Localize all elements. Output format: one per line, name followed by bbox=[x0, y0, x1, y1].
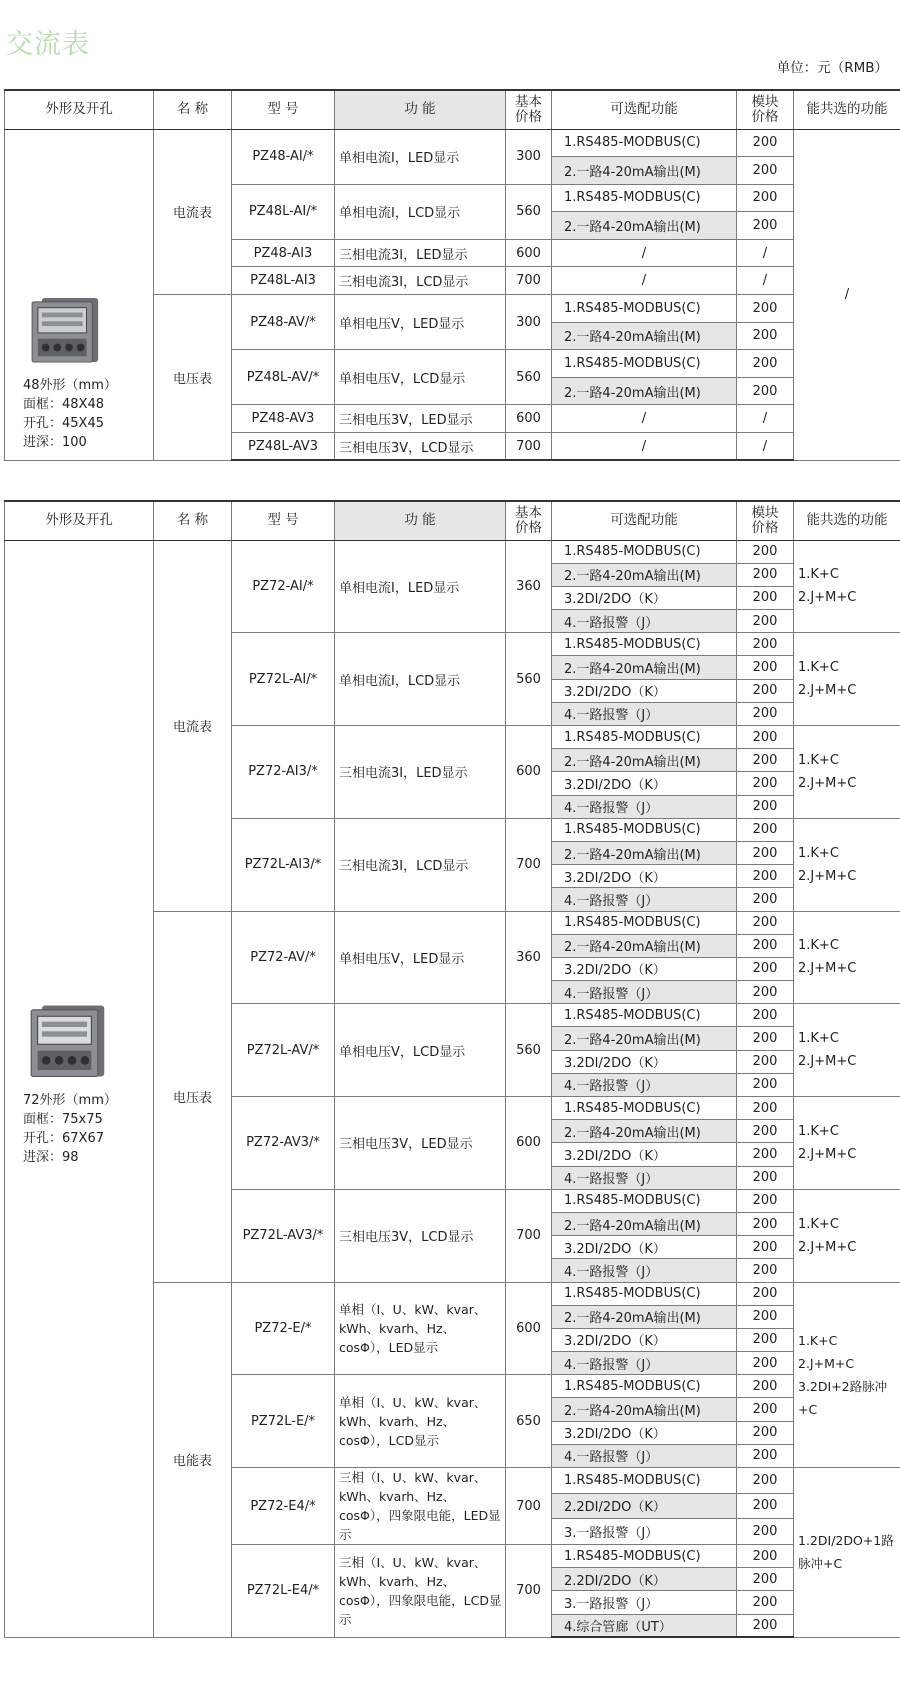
module-price-cell: 200 bbox=[737, 377, 794, 405]
combo-line: 脉冲+C bbox=[798, 1556, 843, 1572]
combo-line: 1.K+C bbox=[798, 1332, 838, 1348]
base-price-cell: 560 bbox=[506, 1004, 552, 1097]
module-price-cell: 200 bbox=[737, 934, 794, 957]
table-row bbox=[5, 129, 900, 157]
function-cell: 单相电压V，LCD显示 bbox=[335, 1004, 506, 1097]
option-cell: 4.综合管廊（UT） bbox=[552, 1614, 737, 1637]
table-row bbox=[5, 540, 900, 563]
model-cell: PZ72-AV/* bbox=[232, 911, 335, 1004]
model-cell: PZ72L-AV/* bbox=[232, 1004, 335, 1097]
option-cell: 2.一路4-20mA输出(M) bbox=[552, 749, 737, 772]
option-cell: 4.一路报警（J） bbox=[552, 1259, 737, 1282]
module-price-cell: 200 bbox=[737, 726, 794, 749]
option-cell: 1.RS485-MODBUS(C) bbox=[552, 1282, 737, 1305]
module-price-cell: 200 bbox=[737, 702, 794, 725]
option-cell: 2.一路4-20mA输出(M) bbox=[552, 563, 737, 586]
combo-cell bbox=[794, 726, 900, 819]
module-price-cell: 200 bbox=[737, 888, 794, 911]
combo-line: 2.J+M+C bbox=[798, 961, 857, 977]
combo-cell bbox=[794, 1004, 900, 1097]
option-cell: 4.一路报警（J） bbox=[552, 1444, 737, 1467]
module-price-cell: 200 bbox=[737, 865, 794, 888]
base-price-cell: 300 bbox=[506, 129, 552, 184]
option-cell: 2.一路4-20mA输出(M) bbox=[552, 322, 737, 350]
function-cell: 三相电流3I，LED显示 bbox=[335, 239, 506, 267]
base-price-cell: 700 bbox=[506, 1468, 552, 1545]
module-price-cell: 200 bbox=[737, 322, 794, 350]
option-cell: 3.2DI/2DO（K） bbox=[552, 772, 737, 795]
category-voltage: 电压表 bbox=[154, 295, 232, 461]
model-cell: PZ72L-E4/* bbox=[232, 1545, 335, 1638]
module-price-cell: / bbox=[737, 239, 794, 267]
module-price-cell: 200 bbox=[737, 656, 794, 679]
category-voltage: 电压表 bbox=[154, 911, 232, 1282]
header-function: 功 能 bbox=[335, 501, 506, 540]
module-price-cell: 200 bbox=[737, 1305, 794, 1328]
option-cell: 2.2DI/2DO（K） bbox=[552, 1493, 737, 1519]
base-price-cell: 600 bbox=[506, 726, 552, 819]
base-price-cell: 700 bbox=[506, 818, 552, 911]
combo-line: 2.J+M+C bbox=[798, 868, 857, 884]
model-cell: PZ48L-AI/* bbox=[232, 184, 335, 239]
spec-cell-48 bbox=[5, 129, 154, 460]
header-options: 可选配功能 bbox=[552, 501, 737, 540]
unit-label: 单位：元（RMB） bbox=[776, 60, 888, 76]
module-price-cell: 200 bbox=[737, 1166, 794, 1189]
option-cell: 1.RS485-MODBUS(C) bbox=[552, 1375, 737, 1398]
function-cell: 三相电流3I，LED显示 bbox=[335, 726, 506, 819]
model-cell: PZ48L-AV3 bbox=[232, 433, 335, 461]
option-cell: 3.2DI/2DO（K） bbox=[552, 586, 737, 609]
function-cell: 三相（I、U、kW、kvar、kWh、kvarh、Hz、cosΦ），四象限电能，LCD显示 bbox=[335, 1545, 506, 1638]
base-price-cell: 360 bbox=[506, 911, 552, 1004]
module-price-cell: 200 bbox=[737, 184, 794, 212]
module-price-cell: 200 bbox=[737, 772, 794, 795]
function-cell: 三相（I、U、kW、kvar、kWh、kvarh、Hz、cosΦ），四象限电能，LED显示 bbox=[335, 1468, 506, 1545]
base-price-cell: 700 bbox=[506, 433, 552, 461]
base-price-cell: 600 bbox=[506, 1282, 552, 1375]
module-price-cell: 200 bbox=[737, 818, 794, 841]
header-base-price: 基本 价格 bbox=[506, 90, 552, 129]
option-cell: 2.一路4-20mA输出(M) bbox=[552, 1398, 737, 1421]
option-cell: 1.RS485-MODBUS(C) bbox=[552, 540, 737, 563]
module-price-cell: 200 bbox=[737, 1259, 794, 1282]
module-price-cell: 200 bbox=[737, 911, 794, 934]
header-combo: 能共选的功能 bbox=[794, 501, 900, 540]
combo-line: 1.K+C bbox=[798, 1216, 839, 1232]
option-cell: 1.RS485-MODBUS(C) bbox=[552, 633, 737, 656]
combo-line: 1.K+C bbox=[798, 660, 839, 676]
module-price-cell: 200 bbox=[737, 1568, 794, 1591]
function-cell: 单相电流I，LED显示 bbox=[335, 540, 506, 633]
model-cell: PZ48-AV/* bbox=[232, 295, 335, 350]
module-price-cell: 200 bbox=[737, 1236, 794, 1259]
function-cell: 单相电流I，LED显示 bbox=[335, 129, 506, 184]
base-price-cell: 700 bbox=[506, 1545, 552, 1638]
function-cell: 单相电压V，LED显示 bbox=[335, 295, 506, 350]
function-cell: 单相电压V，LCD显示 bbox=[335, 350, 506, 405]
category-energy: 电能表 bbox=[154, 1282, 232, 1637]
category-current: 电流表 bbox=[154, 129, 232, 295]
combo-cell bbox=[794, 540, 900, 633]
module-price-cell: 200 bbox=[737, 1097, 794, 1120]
base-price-cell: 600 bbox=[506, 1097, 552, 1190]
module-price-cell: 200 bbox=[737, 1519, 794, 1545]
function-cell: 单相电流I，LCD显示 bbox=[335, 633, 506, 726]
header-combo: 能共选的功能 bbox=[794, 90, 900, 129]
module-price-cell: 200 bbox=[737, 1614, 794, 1637]
model-cell: PZ72L-AV3/* bbox=[232, 1189, 335, 1282]
base-price-cell: 600 bbox=[506, 239, 552, 267]
base-price-cell: 650 bbox=[506, 1375, 552, 1468]
option-cell: 1.RS485-MODBUS(C) bbox=[552, 184, 737, 212]
module-price-cell: 200 bbox=[737, 1004, 794, 1027]
model-cell: PZ72-E4/* bbox=[232, 1468, 335, 1545]
option-cell: 2.一路4-20mA输出(M) bbox=[552, 377, 737, 405]
option-cell: 1.RS485-MODBUS(C) bbox=[552, 726, 737, 749]
model-cell: PZ48-AI3 bbox=[232, 239, 335, 267]
table-48 bbox=[4, 89, 900, 461]
model-cell: PZ72L-AI3/* bbox=[232, 818, 335, 911]
combo-line: 1.K+C bbox=[798, 845, 839, 861]
base-price-cell: 560 bbox=[506, 633, 552, 726]
option-cell: 2.一路4-20mA输出(M) bbox=[552, 934, 737, 957]
module-price-cell: 200 bbox=[737, 212, 794, 240]
function-cell: 单相电流I，LCD显示 bbox=[335, 184, 506, 239]
option-cell: 2.一路4-20mA输出(M) bbox=[552, 841, 737, 864]
base-price-cell: 560 bbox=[506, 184, 552, 239]
module-price-cell: 200 bbox=[737, 1027, 794, 1050]
header-options: 可选配功能 bbox=[552, 90, 737, 129]
spec-line: 48外形（mm） bbox=[23, 377, 117, 393]
combo-cell bbox=[794, 818, 900, 911]
base-price-cell: 700 bbox=[506, 1189, 552, 1282]
option-cell: 1.RS485-MODBUS(C) bbox=[552, 1097, 737, 1120]
module-price-cell: 200 bbox=[737, 540, 794, 563]
model-cell: PZ72-AV3/* bbox=[232, 1097, 335, 1190]
header-module-price: 模块 价格 bbox=[737, 90, 794, 129]
table-header-row bbox=[5, 501, 900, 540]
combo-line: 2.J+M+C bbox=[798, 1146, 857, 1162]
combo-cell bbox=[794, 911, 900, 1004]
spec-line: 进深：98 bbox=[23, 1149, 79, 1165]
header-name: 名 称 bbox=[154, 90, 232, 129]
option-cell: 2.一路4-20mA输出(M) bbox=[552, 1212, 737, 1235]
option-cell: 2.一路4-20mA输出(M) bbox=[552, 1027, 737, 1050]
option-cell: 3.一路报警（J） bbox=[552, 1519, 737, 1545]
module-price-cell: 200 bbox=[737, 1120, 794, 1143]
combo-line: 2.J+M+C bbox=[798, 683, 857, 699]
header-shape: 外形及开孔 bbox=[5, 501, 154, 540]
module-price-cell: 200 bbox=[737, 1545, 794, 1568]
module-price-cell: 200 bbox=[737, 1493, 794, 1519]
option-cell: / bbox=[552, 239, 737, 267]
combo-line: 1.K+C bbox=[798, 1123, 839, 1139]
combo-line: 1.K+C bbox=[798, 1031, 839, 1047]
module-price-cell: 200 bbox=[737, 610, 794, 633]
module-price-cell: 200 bbox=[737, 1050, 794, 1073]
model-cell: PZ48L-AV/* bbox=[232, 350, 335, 405]
meter-image bbox=[29, 296, 109, 364]
module-price-cell: 200 bbox=[737, 1073, 794, 1096]
page-title: 交流表 bbox=[6, 29, 90, 60]
function-cell: 单相电压V，LED显示 bbox=[335, 911, 506, 1004]
option-cell: 2.一路4-20mA输出(M) bbox=[552, 1305, 737, 1328]
module-price-cell: 200 bbox=[737, 1398, 794, 1421]
function-cell: 三相电压3V，LED显示 bbox=[335, 1097, 506, 1190]
option-cell: 2.2DI/2DO（K） bbox=[552, 1568, 737, 1591]
option-cell: 3.2DI/2DO（K） bbox=[552, 1236, 737, 1259]
option-cell: 4.一路报警（J） bbox=[552, 1352, 737, 1375]
option-cell: 4.一路报警（J） bbox=[552, 981, 737, 1004]
function-cell: 三相电压3V，LED显示 bbox=[335, 405, 506, 433]
model-cell: PZ72L-AI/* bbox=[232, 633, 335, 726]
header-function: 功 能 bbox=[335, 90, 506, 129]
base-price-cell: 300 bbox=[506, 295, 552, 350]
module-price-cell: 200 bbox=[737, 1189, 794, 1212]
base-price-cell: 700 bbox=[506, 267, 552, 295]
combo-line: 1.K+C bbox=[798, 567, 839, 583]
module-price-cell: 200 bbox=[737, 633, 794, 656]
option-cell: 2.一路4-20mA输出(M) bbox=[552, 656, 737, 679]
module-price-cell: 200 bbox=[737, 295, 794, 323]
option-cell: 3.2DI/2DO（K） bbox=[552, 865, 737, 888]
function-cell: 三相电压3V，LCD显示 bbox=[335, 1189, 506, 1282]
option-cell: 3.一路报警（J） bbox=[552, 1591, 737, 1614]
function-cell: 单相（I、U、kW、kvar、kWh、kvarh、Hz、cosΦ），LCD显示 bbox=[335, 1375, 506, 1468]
option-cell: 3.2DI/2DO（K） bbox=[552, 679, 737, 702]
module-price-cell: 200 bbox=[737, 1421, 794, 1444]
module-price-cell: 200 bbox=[737, 350, 794, 378]
spec-line: 开孔：67X67 bbox=[23, 1130, 104, 1146]
module-price-cell: 200 bbox=[737, 1143, 794, 1166]
model-cell: PZ72-E/* bbox=[232, 1282, 335, 1375]
base-price-cell: 600 bbox=[506, 405, 552, 433]
meter-image bbox=[29, 1003, 115, 1079]
option-cell: 4.一路报警（J） bbox=[552, 1166, 737, 1189]
module-price-cell: 200 bbox=[737, 1212, 794, 1235]
module-price-cell: 200 bbox=[737, 841, 794, 864]
header-name: 名 称 bbox=[154, 501, 232, 540]
function-cell: 三相电压3V，LCD显示 bbox=[335, 433, 506, 461]
model-cell: PZ72L-E/* bbox=[232, 1375, 335, 1468]
spec-line: 面框：75x75 bbox=[23, 1111, 103, 1127]
option-cell: 2.一路4-20mA输出(M) bbox=[552, 157, 737, 185]
module-price-cell: 200 bbox=[737, 563, 794, 586]
module-price-cell: 200 bbox=[737, 1591, 794, 1614]
table-header-row bbox=[5, 90, 900, 129]
spec-line: 72外形（mm） bbox=[23, 1092, 117, 1108]
module-price-cell: 200 bbox=[737, 129, 794, 157]
function-cell: 单相（I、U、kW、kvar、kWh、kvarh、Hz、cosΦ），LED显示 bbox=[335, 1282, 506, 1375]
category-current: 电流表 bbox=[154, 540, 232, 911]
option-cell: / bbox=[552, 267, 737, 295]
module-price-cell: 200 bbox=[737, 1468, 794, 1494]
module-price-cell: 200 bbox=[737, 157, 794, 185]
base-price-cell: 560 bbox=[506, 350, 552, 405]
header-model: 型 号 bbox=[232, 90, 335, 129]
combo-line: 2.J+M+C bbox=[798, 775, 857, 791]
option-cell: 3.2DI/2DO（K） bbox=[552, 1143, 737, 1166]
combo-cell bbox=[794, 633, 900, 726]
option-cell: 3.2DI/2DO（K） bbox=[552, 1421, 737, 1444]
option-cell: 3.2DI/2DO（K） bbox=[552, 957, 737, 980]
spec-cell-72 bbox=[5, 540, 154, 1637]
spec-line: 开孔：45X45 bbox=[23, 415, 104, 431]
option-cell: 1.RS485-MODBUS(C) bbox=[552, 1004, 737, 1027]
combo-cell: / bbox=[794, 129, 900, 460]
module-price-cell: 200 bbox=[737, 1352, 794, 1375]
combo-line: 2.J+M+C bbox=[798, 590, 857, 606]
option-cell: 4.一路报警（J） bbox=[552, 795, 737, 818]
combo-cell bbox=[794, 1468, 900, 1638]
option-cell: 1.RS485-MODBUS(C) bbox=[552, 350, 737, 378]
option-cell: 4.一路报警（J） bbox=[552, 610, 737, 633]
table-72 bbox=[4, 500, 900, 1638]
header-shape: 外形及开孔 bbox=[5, 90, 154, 129]
combo-line: 3.2DI+2路脉冲+C bbox=[798, 1378, 888, 1417]
combo-line: 2.J+M+C bbox=[798, 1355, 855, 1371]
model-cell: PZ48-AI/* bbox=[232, 129, 335, 184]
option-cell: 2.一路4-20mA输出(M) bbox=[552, 1120, 737, 1143]
module-price-cell: 200 bbox=[737, 1328, 794, 1351]
combo-line: 2.J+M+C bbox=[798, 1054, 857, 1070]
option-cell: 3.2DI/2DO（K） bbox=[552, 1328, 737, 1351]
option-cell: 1.RS485-MODBUS(C) bbox=[552, 911, 737, 934]
spec-line: 进深：100 bbox=[23, 434, 87, 450]
module-price-cell: / bbox=[737, 267, 794, 295]
combo-line: 1.2DI/2DO+1路 bbox=[798, 1533, 894, 1549]
module-price-cell: / bbox=[737, 405, 794, 433]
option-cell: 2.一路4-20mA输出(M) bbox=[552, 212, 737, 240]
module-price-cell: 200 bbox=[737, 795, 794, 818]
model-cell: PZ72-AI3/* bbox=[232, 726, 335, 819]
option-cell: 1.RS485-MODBUS(C) bbox=[552, 295, 737, 323]
module-price-cell: 200 bbox=[737, 981, 794, 1004]
function-cell: 三相电流3I，LCD显示 bbox=[335, 818, 506, 911]
header-module-price: 模块 价格 bbox=[737, 501, 794, 540]
base-price-cell: 360 bbox=[506, 540, 552, 633]
module-price-cell: 200 bbox=[737, 679, 794, 702]
header-base-price: 基本 价格 bbox=[506, 501, 552, 540]
module-price-cell: 200 bbox=[737, 1375, 794, 1398]
function-cell: 三相电流3I，LCD显示 bbox=[335, 267, 506, 295]
combo-line: 1.K+C bbox=[798, 938, 839, 954]
option-cell: 1.RS485-MODBUS(C) bbox=[552, 1545, 737, 1568]
combo-line: 2.J+M+C bbox=[798, 1239, 857, 1255]
combo-cell bbox=[794, 1282, 900, 1468]
module-price-cell: / bbox=[737, 433, 794, 461]
model-cell: PZ48L-AI3 bbox=[232, 267, 335, 295]
option-cell: / bbox=[552, 405, 737, 433]
module-price-cell: 200 bbox=[737, 1444, 794, 1467]
option-cell: 4.一路报警（J） bbox=[552, 1073, 737, 1096]
combo-line: 1.K+C bbox=[798, 752, 839, 768]
header-model: 型 号 bbox=[232, 501, 335, 540]
option-cell: 4.一路报警（J） bbox=[552, 888, 737, 911]
option-cell: 1.RS485-MODBUS(C) bbox=[552, 129, 737, 157]
combo-cell bbox=[794, 1097, 900, 1190]
module-price-cell: 200 bbox=[737, 749, 794, 772]
combo-cell bbox=[794, 1189, 900, 1282]
option-cell: 3.2DI/2DO（K） bbox=[552, 1050, 737, 1073]
option-cell: / bbox=[552, 433, 737, 461]
option-cell: 4.一路报警（J） bbox=[552, 702, 737, 725]
module-price-cell: 200 bbox=[737, 957, 794, 980]
option-cell: 1.RS485-MODBUS(C) bbox=[552, 1189, 737, 1212]
module-price-cell: 200 bbox=[737, 586, 794, 609]
option-cell: 1.RS485-MODBUS(C) bbox=[552, 1468, 737, 1494]
option-cell: 1.RS485-MODBUS(C) bbox=[552, 818, 737, 841]
model-cell: PZ48-AV3 bbox=[232, 405, 335, 433]
module-price-cell: 200 bbox=[737, 1282, 794, 1305]
model-cell: PZ72-AI/* bbox=[232, 540, 335, 633]
spec-line: 面框：48X48 bbox=[23, 396, 104, 412]
